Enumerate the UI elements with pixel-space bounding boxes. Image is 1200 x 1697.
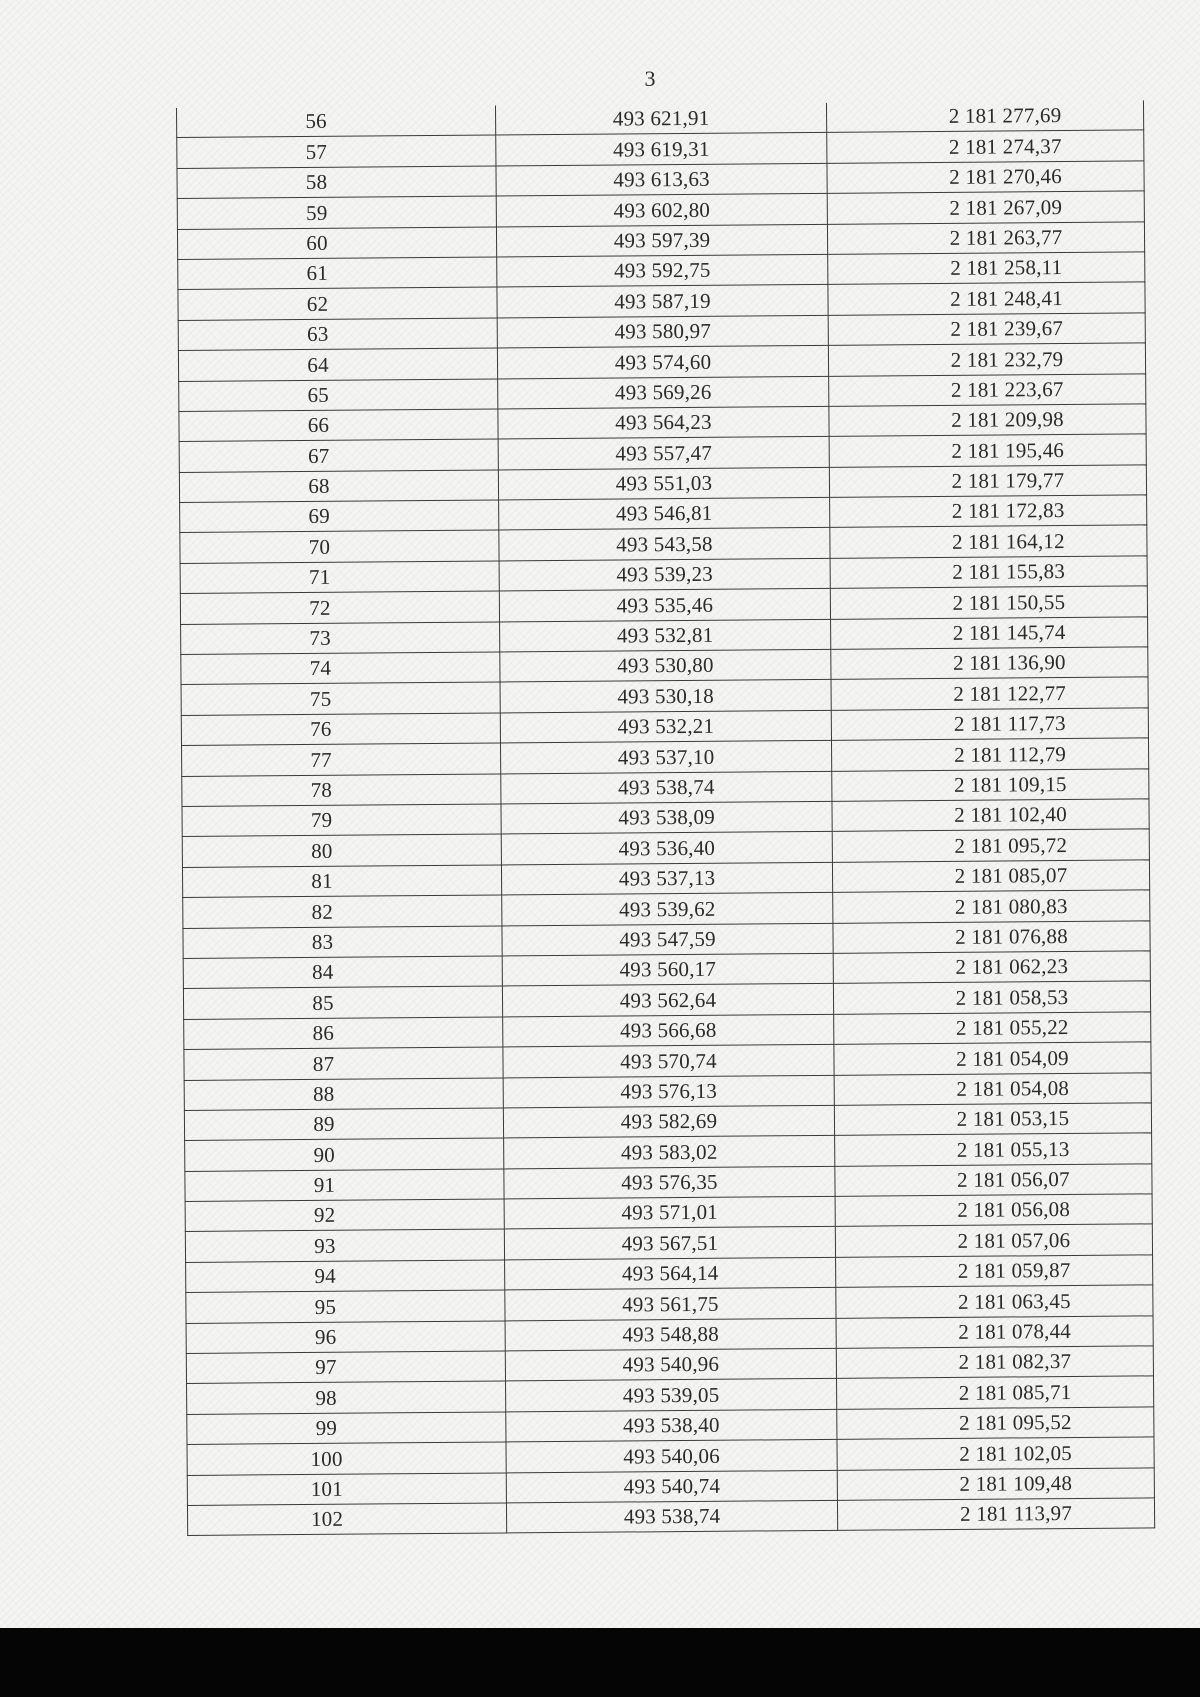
- y-coordinate-cell: 2 181 113,97: [837, 1498, 1154, 1531]
- point-number-cell: 77: [182, 743, 501, 776]
- y-coordinate-cell: 2 181 172,83: [830, 495, 1147, 528]
- point-number-cell: 66: [179, 409, 498, 442]
- x-coordinate-cell: 493 621,91: [495, 103, 826, 135]
- y-coordinate-cell: 2 181 082,37: [836, 1346, 1153, 1379]
- x-coordinate-cell: 493 540,96: [505, 1348, 836, 1381]
- y-coordinate-cell: 2 181 150,55: [830, 586, 1147, 619]
- point-number-cell: 58: [177, 166, 496, 199]
- x-coordinate-cell: 493 583,02: [504, 1136, 835, 1169]
- x-coordinate-cell: 493 582,69: [503, 1105, 834, 1138]
- x-coordinate-cell: 493 551,03: [498, 467, 829, 500]
- x-coordinate-cell: 493 538,74: [501, 771, 832, 804]
- x-coordinate-cell: 493 538,40: [506, 1409, 837, 1442]
- y-coordinate-cell: 2 181 263,77: [827, 221, 1144, 254]
- x-coordinate-cell: 493 561,75: [505, 1288, 836, 1321]
- y-coordinate-cell: 2 181 053,15: [834, 1103, 1151, 1136]
- point-number-cell: 99: [187, 1412, 506, 1445]
- x-coordinate-cell: 493 560,17: [502, 953, 833, 986]
- y-coordinate-cell: 2 181 055,22: [834, 1012, 1151, 1045]
- point-number-cell: 65: [179, 378, 498, 411]
- point-number-cell: 71: [180, 561, 499, 594]
- x-coordinate-cell: 493 597,39: [496, 224, 827, 257]
- point-number-cell: 101: [187, 1473, 506, 1506]
- y-coordinate-cell: 2 181 274,37: [827, 130, 1144, 163]
- y-coordinate-cell: 2 181 085,07: [832, 860, 1149, 893]
- x-coordinate-cell: 493 576,35: [504, 1166, 835, 1199]
- y-coordinate-cell: 2 181 209,98: [829, 404, 1146, 437]
- point-number-cell: 74: [181, 652, 500, 685]
- x-coordinate-cell: 493 537,13: [501, 862, 832, 895]
- point-number-cell: 59: [177, 196, 496, 229]
- y-coordinate-cell: 2 181 078,44: [836, 1315, 1153, 1348]
- x-coordinate-cell: 493 530,80: [500, 649, 831, 682]
- point-number-cell: 79: [182, 804, 501, 837]
- y-coordinate-cell: 2 181 179,77: [829, 465, 1146, 498]
- y-coordinate-cell: 2 181 054,08: [834, 1072, 1151, 1105]
- y-coordinate-cell: 2 181 136,90: [831, 647, 1148, 680]
- x-coordinate-cell: 493 548,88: [505, 1318, 836, 1351]
- y-coordinate-cell: 2 181 195,46: [829, 434, 1146, 467]
- x-coordinate-cell: 493 546,81: [499, 497, 830, 530]
- point-number-cell: 56: [176, 105, 495, 137]
- point-number-cell: 86: [184, 1017, 503, 1050]
- point-number-cell: 89: [184, 1108, 503, 1141]
- point-number-cell: 76: [181, 713, 500, 746]
- x-coordinate-cell: 493 570,74: [503, 1044, 834, 1077]
- x-coordinate-cell: 493 540,06: [506, 1440, 837, 1473]
- point-number-cell: 97: [186, 1351, 505, 1384]
- x-coordinate-cell: 493 539,23: [499, 558, 830, 591]
- y-coordinate-cell: 2 181 109,15: [832, 768, 1149, 801]
- point-number-cell: 82: [183, 895, 502, 928]
- x-coordinate-cell: 493 574,60: [497, 346, 828, 379]
- y-coordinate-cell: 2 181 223,67: [829, 373, 1146, 406]
- x-coordinate-cell: 493 532,21: [500, 710, 831, 743]
- x-coordinate-cell: 493 619,31: [496, 133, 827, 166]
- y-coordinate-cell: 2 181 056,07: [835, 1164, 1152, 1197]
- x-coordinate-cell: 493 569,26: [498, 376, 829, 409]
- y-coordinate-cell: 2 181 117,73: [831, 708, 1148, 741]
- point-number-cell: 75: [181, 682, 500, 715]
- y-coordinate-cell: 2 181 102,40: [832, 799, 1149, 832]
- y-coordinate-cell: 2 181 059,87: [836, 1255, 1153, 1288]
- point-number-cell: 93: [185, 1229, 504, 1262]
- point-number-cell: 84: [183, 956, 502, 989]
- y-coordinate-cell: 2 181 076,88: [833, 920, 1150, 953]
- point-number-cell: 90: [185, 1138, 504, 1171]
- x-coordinate-cell: 493 592,75: [497, 254, 828, 287]
- y-coordinate-cell: 2 181 164,12: [830, 525, 1147, 558]
- x-coordinate-cell: 493 539,05: [506, 1379, 837, 1412]
- point-number-cell: 72: [180, 591, 499, 624]
- point-number-cell: 70: [180, 530, 499, 563]
- point-number-cell: 96: [186, 1321, 505, 1354]
- x-coordinate-cell: 493 543,58: [499, 528, 830, 561]
- x-coordinate-cell: 493 564,23: [498, 406, 829, 439]
- point-number-cell: 83: [183, 926, 502, 959]
- x-coordinate-cell: 493 576,13: [503, 1075, 834, 1108]
- y-coordinate-cell: 2 181 155,83: [830, 556, 1147, 589]
- x-coordinate-cell: 493 557,47: [498, 437, 829, 470]
- point-number-cell: 80: [182, 834, 501, 867]
- y-coordinate-cell: 2 181 122,77: [831, 677, 1148, 710]
- y-coordinate-cell: 2 181 062,23: [833, 951, 1150, 984]
- y-coordinate-cell: 2 181 063,45: [836, 1285, 1153, 1318]
- y-coordinate-cell: 2 181 058,53: [833, 981, 1150, 1014]
- y-coordinate-cell: 2 181 248,41: [828, 282, 1145, 315]
- point-number-cell: 69: [180, 500, 499, 533]
- point-number-cell: 64: [178, 348, 497, 381]
- x-coordinate-cell: 493 535,46: [499, 589, 830, 622]
- y-coordinate-cell: 2 181 112,79: [831, 738, 1148, 771]
- y-coordinate-cell: 2 181 109,48: [837, 1467, 1154, 1500]
- y-coordinate-cell: 2 181 057,06: [835, 1224, 1152, 1257]
- x-coordinate-cell: 493 539,62: [502, 893, 833, 926]
- x-coordinate-cell: 493 580,97: [497, 315, 828, 348]
- y-coordinate-cell: 2 181 085,71: [837, 1376, 1154, 1409]
- point-number-cell: 88: [184, 1077, 503, 1110]
- y-coordinate-cell: 2 181 102,05: [837, 1437, 1154, 1470]
- x-coordinate-cell: 493 566,68: [503, 1014, 834, 1047]
- y-coordinate-cell: 2 181 056,08: [835, 1194, 1152, 1227]
- y-coordinate-cell: 2 181 095,52: [837, 1407, 1154, 1440]
- y-coordinate-cell: 2 181 267,09: [827, 191, 1144, 224]
- coordinates-table-body: [176, 100, 1154, 1535]
- point-number-cell: 98: [187, 1381, 506, 1414]
- x-coordinate-cell: 493 587,19: [497, 285, 828, 318]
- point-number-cell: 63: [178, 318, 497, 351]
- x-coordinate-cell: 493 567,51: [504, 1227, 835, 1260]
- point-number-cell: 68: [179, 470, 498, 503]
- x-coordinate-cell: 493 613,63: [496, 163, 827, 196]
- x-coordinate-cell: 493 602,80: [496, 194, 827, 227]
- x-coordinate-cell: 493 536,40: [501, 832, 832, 865]
- point-number-cell: 67: [179, 439, 498, 472]
- y-coordinate-cell: 2 181 232,79: [828, 343, 1145, 376]
- point-number-cell: 61: [178, 257, 497, 290]
- x-coordinate-cell: 493 564,14: [505, 1257, 836, 1290]
- y-coordinate-cell: 2 181 080,83: [833, 890, 1150, 923]
- point-number-cell: 62: [178, 287, 497, 320]
- y-coordinate-cell: 2 181 277,69: [826, 100, 1143, 132]
- x-coordinate-cell: 493 538,74: [506, 1500, 837, 1533]
- point-number-cell: 91: [185, 1169, 504, 1202]
- y-coordinate-cell: 2 181 239,67: [828, 313, 1145, 346]
- x-coordinate-cell: 493 562,64: [502, 984, 833, 1017]
- x-coordinate-cell: 493 538,09: [501, 801, 832, 834]
- point-number-cell: 87: [184, 1047, 503, 1080]
- point-number-cell: 73: [181, 622, 500, 655]
- point-number-cell: 92: [185, 1199, 504, 1232]
- point-number-cell: 85: [183, 986, 502, 1019]
- point-number-cell: 94: [186, 1260, 505, 1293]
- x-coordinate-cell: 493 571,01: [504, 1196, 835, 1229]
- point-number-cell: 78: [182, 774, 501, 807]
- point-number-cell: 95: [186, 1290, 505, 1323]
- point-number-cell: 57: [177, 135, 496, 168]
- x-coordinate-cell: 493 532,81: [500, 619, 831, 652]
- y-coordinate-cell: 2 181 054,09: [834, 1042, 1151, 1075]
- y-coordinate-cell: 2 181 270,46: [827, 161, 1144, 194]
- scan-border: [0, 1628, 1200, 1697]
- page-number: 3: [644, 66, 656, 91]
- point-number-cell: 60: [177, 227, 496, 260]
- point-number-cell: 102: [187, 1503, 506, 1536]
- y-coordinate-cell: 2 181 145,74: [831, 617, 1148, 650]
- x-coordinate-cell: 493 530,18: [500, 680, 831, 713]
- y-coordinate-cell: 2 181 055,13: [835, 1133, 1152, 1166]
- coordinates-table: [176, 100, 1155, 1536]
- x-coordinate-cell: 493 547,59: [502, 923, 833, 956]
- x-coordinate-cell: 493 540,74: [506, 1470, 837, 1503]
- y-coordinate-cell: 2 181 258,11: [828, 252, 1145, 285]
- x-coordinate-cell: 493 537,10: [500, 741, 831, 774]
- point-number-cell: 100: [187, 1442, 506, 1475]
- y-coordinate-cell: 2 181 095,72: [832, 829, 1149, 862]
- point-number-cell: 81: [182, 865, 501, 898]
